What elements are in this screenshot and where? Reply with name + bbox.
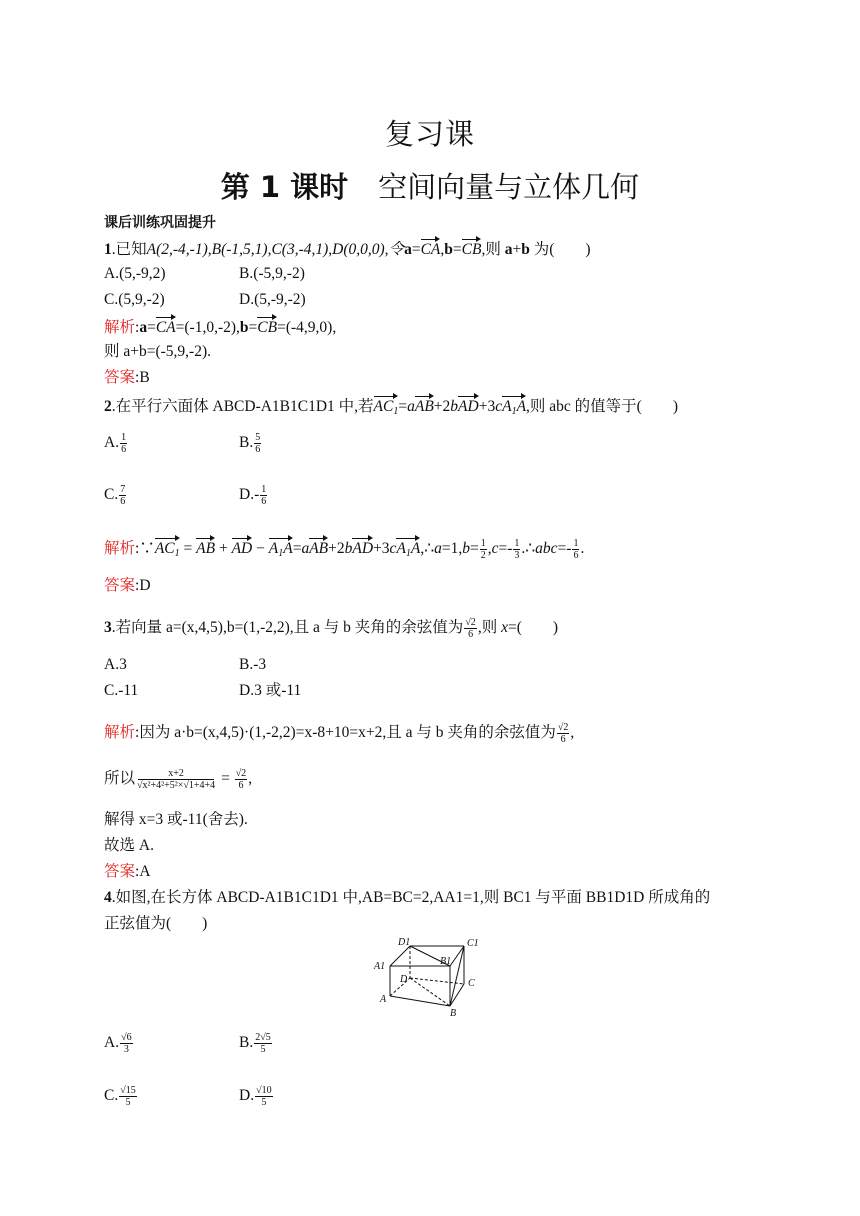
q3-option-c: C.-11	[104, 682, 139, 699]
q2-option-b	[239, 432, 262, 455]
q1-option-d: D.(5,-9,-2)	[239, 291, 306, 308]
frac-den: 5	[260, 1044, 266, 1055]
lesson-subtitle: 空间向量与立体几何	[378, 170, 640, 204]
label-a: A	[380, 994, 387, 1005]
q3-option-b: B.-3	[239, 656, 267, 673]
frac-den: 5	[125, 1097, 131, 1108]
q2-stem-tail: ,则 abc 的值等于(	[526, 398, 642, 415]
q3-sol-text: :因为 a·b=(x,4,5)·(1,-2,2)=x-8+10=x+2,且 a 与 b 夹角的余弦值为	[135, 724, 556, 742]
label-c: C	[468, 978, 475, 989]
question-number: 1	[104, 241, 112, 258]
q1-option-a: A.(5,-9,2)	[104, 265, 166, 282]
q1-solution-line-2: 则 a+b=(-5,9,-2).	[104, 343, 212, 360]
q2-option-d	[239, 484, 268, 507]
frac-num: √15	[120, 1085, 136, 1096]
question-2-stem: 2.在平行六面体 ABCD-A1B1C1D1 中,若$AC_1=aAB+2bAD+3cA_1A$,则 abc 的值等于( )	[104, 395, 678, 417]
q2-answer-value: :D	[135, 577, 151, 594]
q3-answer-value: :A	[135, 863, 151, 880]
q2-stem-text: .在平行六面体 ABCD-A1B1C1D1 中,若	[111, 398, 374, 415]
label-d: D	[400, 974, 408, 985]
edge-a1d1	[390, 946, 410, 966]
q4-option-b	[239, 1032, 273, 1055]
q2-solution: 解析$:\because AC_1$ = AB + AD − $A_1A=aAB+2bAD+3cA_1A,\therefore a=1,b=$ $\frac{1}{2}$ ,c=- $\frac{1}{3}$ .∴abc=- $\frac{1}{6}$ .	[104, 537, 585, 561]
solution-label: 解析	[104, 540, 136, 557]
label-a1: A1	[374, 961, 386, 972]
option-letter: A.	[104, 1034, 120, 1052]
frac-num: 1	[121, 432, 127, 443]
frac-den: 5	[261, 1097, 267, 1108]
option-letter: C.	[104, 486, 119, 504]
diag-bc1	[450, 946, 464, 1006]
frac-den: 6	[120, 496, 126, 507]
q1-answer-value: :B	[135, 369, 150, 386]
edge-ab	[390, 996, 450, 1006]
q1-sol-b: =(-4,9,0),	[277, 319, 337, 336]
q3-solution-line-1: 解析:因为 a·b=(x,4,5)·(1,-2,2)=x-8+10=x+2,且 a 与 b 夹角的余弦值为 $\frac{√2}{6}$ ,	[104, 722, 575, 745]
label-d1: D1	[398, 937, 411, 948]
q1-stem-text: .已知	[111, 241, 147, 258]
q1-sol-a: =(-1,0,-2),	[175, 319, 240, 336]
question-3-stem: 3.若向量 a=(x,4,5),b=(1,-2,2),且 a 与 b 夹角的余弦值为 $\frac{√2}{6}$ ,则 x=( )	[104, 617, 559, 640]
q1-solution-line-1: 解析:a=CA=(-1,0,-2),b=CB=(-4,9,0),	[104, 316, 336, 338]
question-4-stem	[104, 888, 710, 908]
q1-option-c: C.(5,9,-2)	[104, 291, 165, 308]
q4-option-a	[104, 1032, 134, 1055]
frac-den: 6	[255, 444, 261, 455]
frac-num: √10	[256, 1085, 272, 1096]
option-letter: B.	[239, 434, 254, 452]
frac-num: 1	[261, 484, 267, 495]
option-letter: C.	[104, 1087, 119, 1105]
q3-solution-line-2: 所以 $\frac{x+2}{\text{√x²+4²+5²×√1+4+4}}$ = $\frac{√2}{6}$ ,	[104, 768, 253, 791]
q3-solution-line-3: 解得 x=3 或-11(舍去).	[104, 811, 248, 828]
option-letter: A.	[104, 434, 120, 452]
q1-points: A(2,-4,-1),B(-1,5,1),C(3,-4,1),D(0,0,0),令	[146, 241, 405, 258]
diag-db	[410, 978, 450, 1006]
frac-den: 3	[123, 1044, 129, 1055]
option-letter: D.	[239, 1087, 255, 1105]
q2-option-c	[104, 484, 127, 507]
lesson-number: 第 1 课时	[220, 170, 349, 204]
q3-stem-text: .若向量 a=(x,4,5),b=(1,-2,2),且 a 与 b 夹角的余弦值为	[111, 619, 464, 637]
q1-answer	[104, 368, 150, 388]
q3-option-d: D.3 或-11	[239, 682, 302, 699]
section-label: 课后训练巩固提升	[104, 215, 216, 231]
frac-den: 6	[121, 444, 127, 455]
page-title: 复习课	[384, 117, 475, 151]
question-1-stem: 1.已知A(2,-4,-1),B(-1,5,1),C(3,-4,1),D(0,0,0),令a=CA,b=CB,则 a+b 为( )	[104, 238, 591, 260]
q4-option-c	[104, 1085, 138, 1108]
frac-num: √6	[121, 1032, 132, 1043]
solution-label: 解析	[104, 724, 136, 742]
frac-den: 6	[261, 496, 267, 507]
frac-num: x+2	[138, 768, 214, 780]
frac-num: 7	[120, 484, 126, 495]
q4-stem-text: .如图,在长方体 ABCD-A1B1C1D1 中,AB=BC=2,AA1=1,则 BC1 与平面 BB1D1D 所成角的	[111, 889, 711, 906]
label-b: B	[450, 1008, 457, 1018]
q3-sol2-prefix: 所以	[104, 770, 136, 788]
option-letter: B.	[239, 1034, 254, 1052]
solution-label: 解析	[104, 319, 136, 336]
label-c1: C1	[467, 938, 479, 949]
question-number: 2	[104, 398, 112, 415]
cuboid-figure	[372, 934, 492, 1018]
question-number: 3	[104, 619, 112, 637]
q2-option-a	[104, 432, 128, 455]
q2-answer	[104, 576, 151, 596]
answer-label: 答案	[104, 369, 136, 386]
q3-answer	[104, 862, 151, 882]
frac-den: √x²+4²+5²×√1+4+4	[137, 780, 216, 791]
q4-stem-line-2: 正弦值为( )	[104, 915, 208, 932]
answer-label: 答案	[104, 577, 136, 594]
lesson-title	[0, 165, 860, 206]
q4-option-d	[239, 1085, 274, 1108]
frac-num: 5	[255, 432, 261, 443]
q3-solution-line-4: 故选 A.	[104, 837, 154, 854]
q3-option-a: A.3	[104, 656, 127, 673]
question-number: 4	[104, 889, 112, 906]
option-letter: D.-	[239, 486, 260, 504]
answer-label: 答案	[104, 863, 136, 880]
frac-num: 2√5	[255, 1032, 271, 1043]
label-b1: B1	[440, 956, 452, 967]
q1-option-b: B.(-5,9,-2)	[239, 265, 305, 282]
